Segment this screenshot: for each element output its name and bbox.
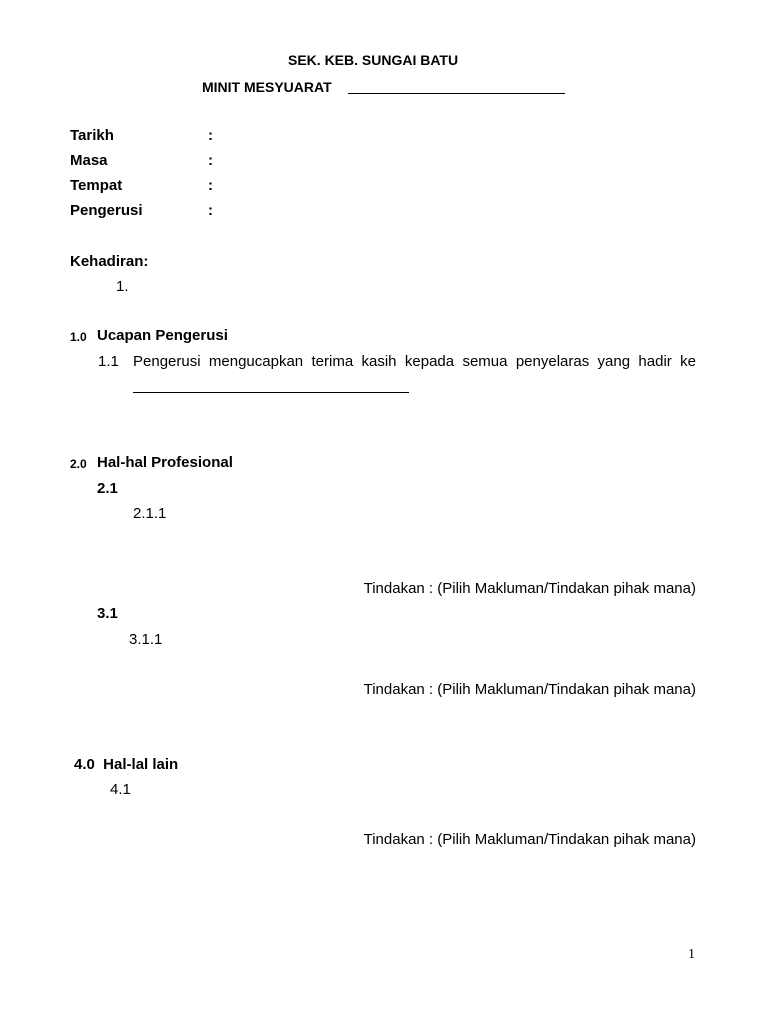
field-label-pengerusi: Pengerusi [70,202,143,219]
section-2-sub-number: 2.1 [97,480,118,497]
field-label-tarikh: Tarikh [70,127,114,144]
field-sep-tarikh: : [208,127,213,144]
section-1-number: 1.0 [70,330,87,344]
minutes-title-blank [348,93,565,94]
field-label-tempat: Tempat [70,177,123,194]
field-sep-tempat: : [208,177,213,194]
section-1-item-text: Pengerusi mengucapkan terima kasih kepada semua penyelaras yang hadir ke [133,353,696,370]
page-number: 1 [688,947,695,962]
field-label-masa: Masa [70,152,108,169]
section-1-item-number: 1.1 [98,353,119,370]
section-3-subsub-number: 3.1.1 [129,631,163,648]
section-1-blank-line [133,392,409,393]
section-2-number: 2.0 [70,457,87,471]
school-name: SEK. KEB. SUNGAI BATU [288,52,459,68]
attendance-heading: Kehadiran: [70,253,149,270]
section-4-action: Tindakan : (Pilih Makluman/Tindakan pihak mana) [363,831,696,848]
section-2-action: Tindakan : (Pilih Makluman/Tindakan pihak mana) [363,580,696,597]
field-sep-pengerusi: : [208,202,213,219]
section-3-action: Tindakan : (Pilih Makluman/Tindakan pihak mana) [363,681,696,698]
section-2-title: Hal-hal Profesional [97,454,233,471]
minutes-title: MINIT MESYUARAT [202,79,332,95]
section-3-sub-number: 3.1 [97,605,118,622]
section-2-subsub-number: 2.1.1 [133,505,167,522]
section-4-sub-number: 4.1 [110,781,131,798]
section-4-heading: 4.0 Hal-lal lain [74,756,179,773]
attendance-item-1: 1. [116,278,129,295]
field-sep-masa: : [208,152,213,169]
section-1-title: Ucapan Pengerusi [97,327,228,344]
